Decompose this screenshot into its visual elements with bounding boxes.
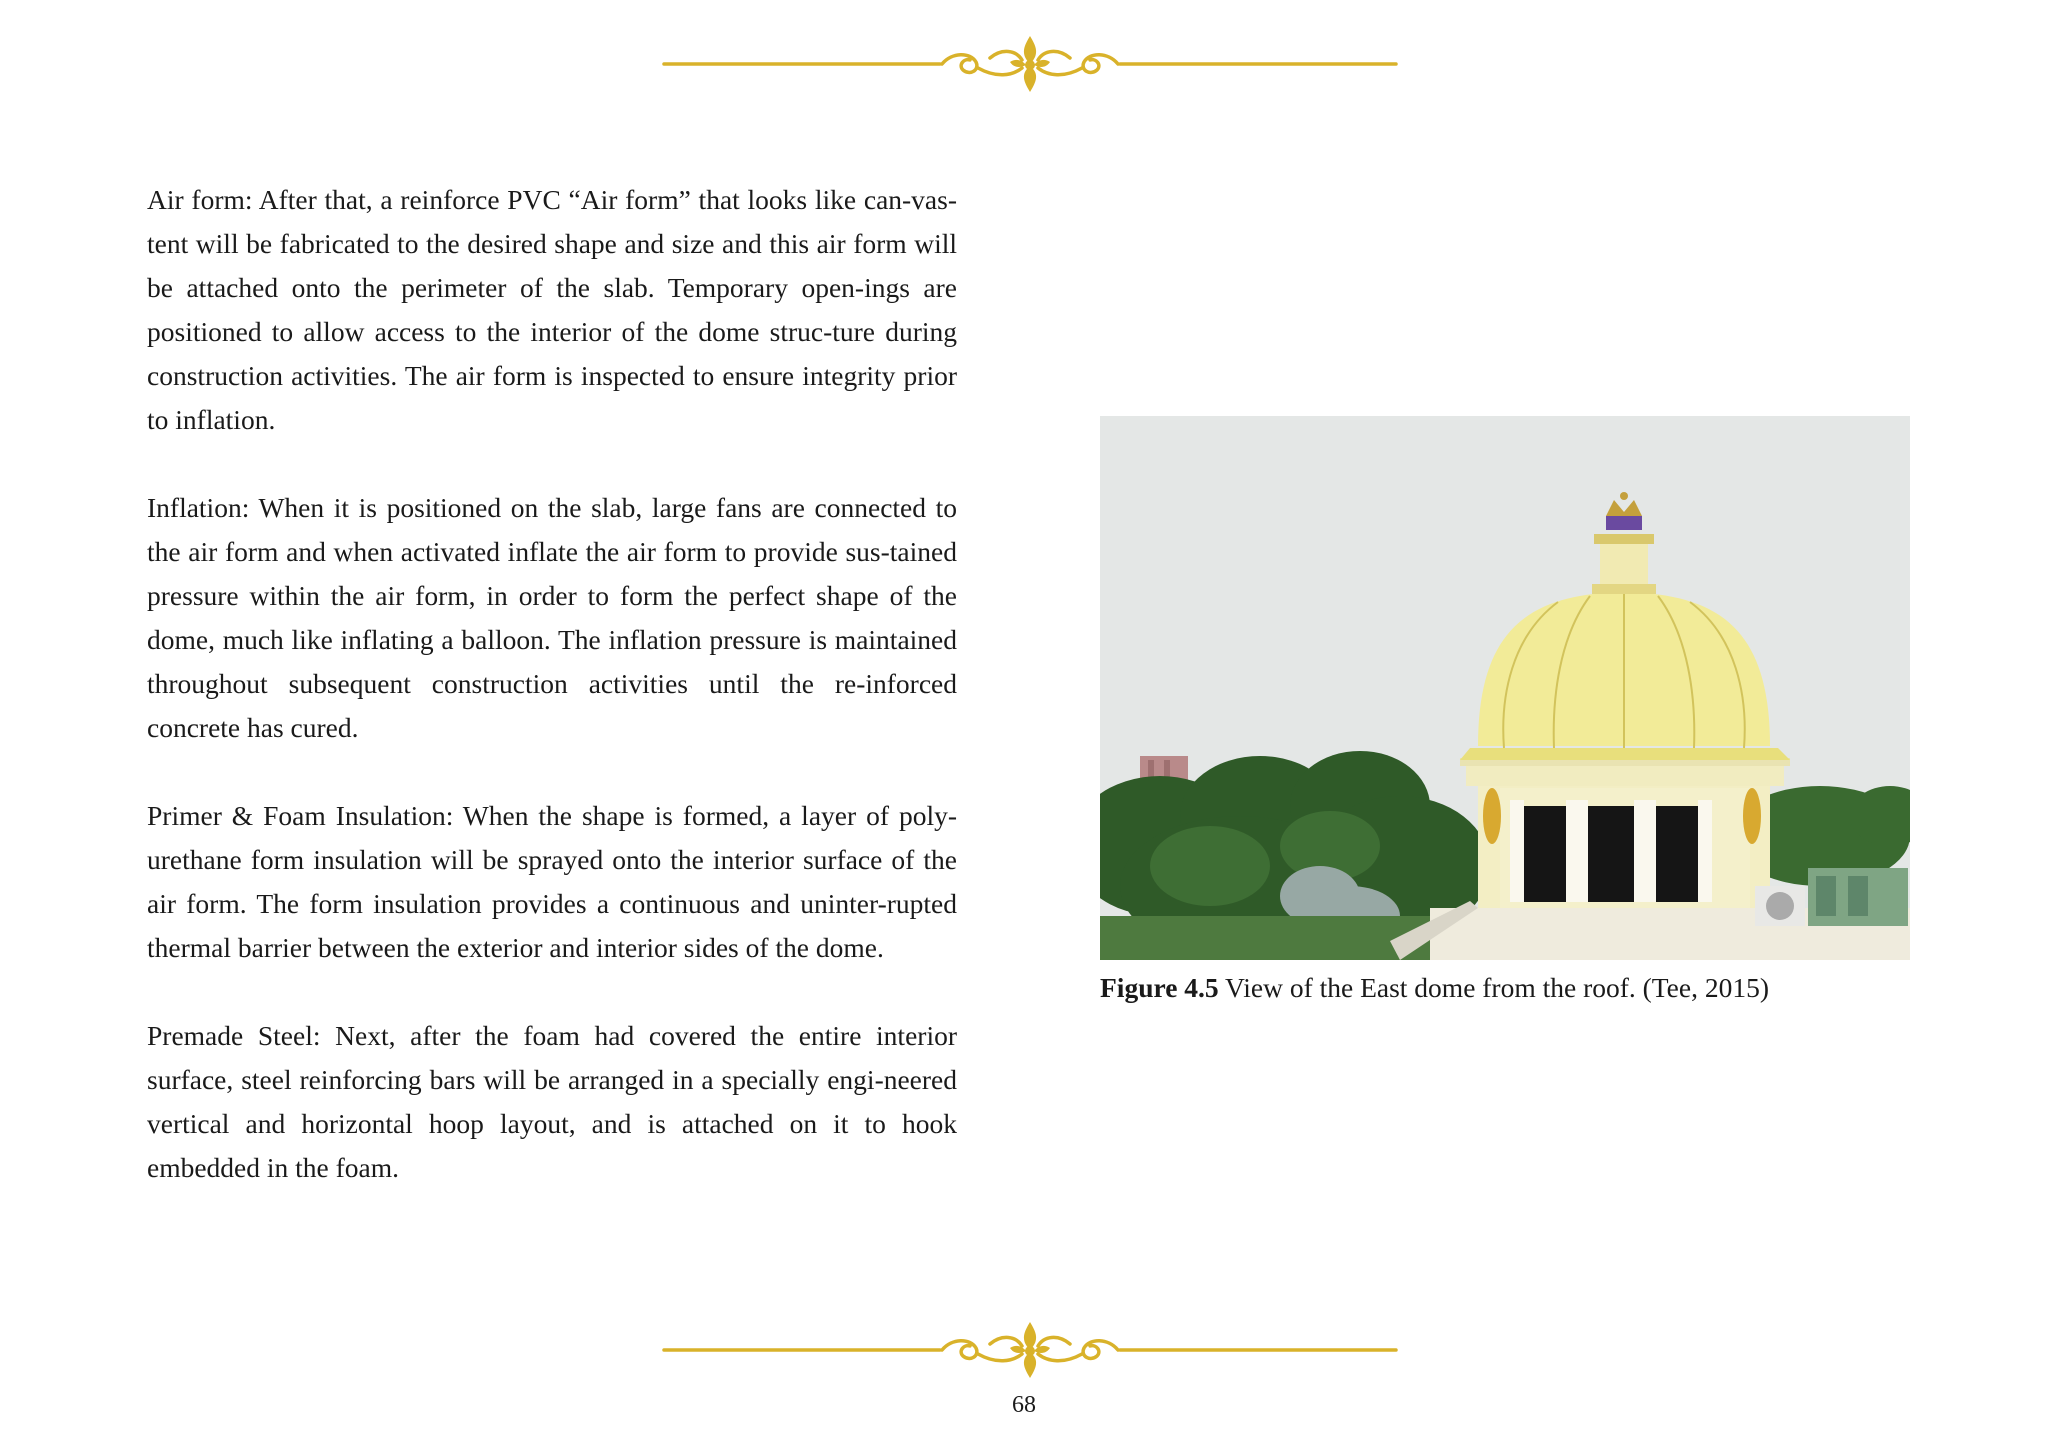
page-number: 68 (1012, 1392, 1036, 1418)
figure-caption (1100, 970, 1910, 1006)
figure-label: Figure 4.5 (1100, 972, 1219, 1003)
paragraph-inflation: Inflation: When it is positioned on the slab, large fans are connected to the air form and when activated inflate the air form to provide sus-tained pressure within the air form, in order to form the perfect shape of the dome, much like inflating a balloon. The inflation pressure is maintained throughout subsequent construction activities until the re-inforced concrete has cured. (147, 492, 957, 743)
figure-east-dome (1100, 416, 1910, 1006)
figure-caption-text: View of the East dome from the roof. (Tee, 2015) (1218, 972, 1769, 1003)
east-dome-photo (1100, 416, 1910, 960)
paragraph-premade-steel: Premade Steel: Next, after the foam had covered the entire interior surface, steel reinforcing bars will be arranged in a specially engi-neered vertical and horizontal hoop layout, and is attached on it to hook embedded in the foam. (147, 1020, 957, 1183)
header-scroll-ornament-icon (660, 32, 1400, 96)
paragraph-air-form: Air form: After that, a reinforce PVC “Air form” that looks like can-vas-tent will be fabricated to the desired shape and size and this air form will be attached onto the perimeter of the slab. Temporary open-ings are positioned to allow access to the interior of the dome struc-ture during construction activities. The air form is inspected to ensure integrity prior to inflation. (147, 184, 957, 435)
body-text-column (147, 178, 957, 1234)
footer-scroll-ornament-icon (660, 1318, 1400, 1382)
paragraph-primer-foam-insulation: Primer & Foam Insulation: When the shape is formed, a layer of poly-urethane form insulation will be sprayed onto the interior surface of the air form. The form insulation provides a continuous and uninter-rupted thermal barrier between the exterior and interior sides of the dome. (147, 800, 957, 963)
